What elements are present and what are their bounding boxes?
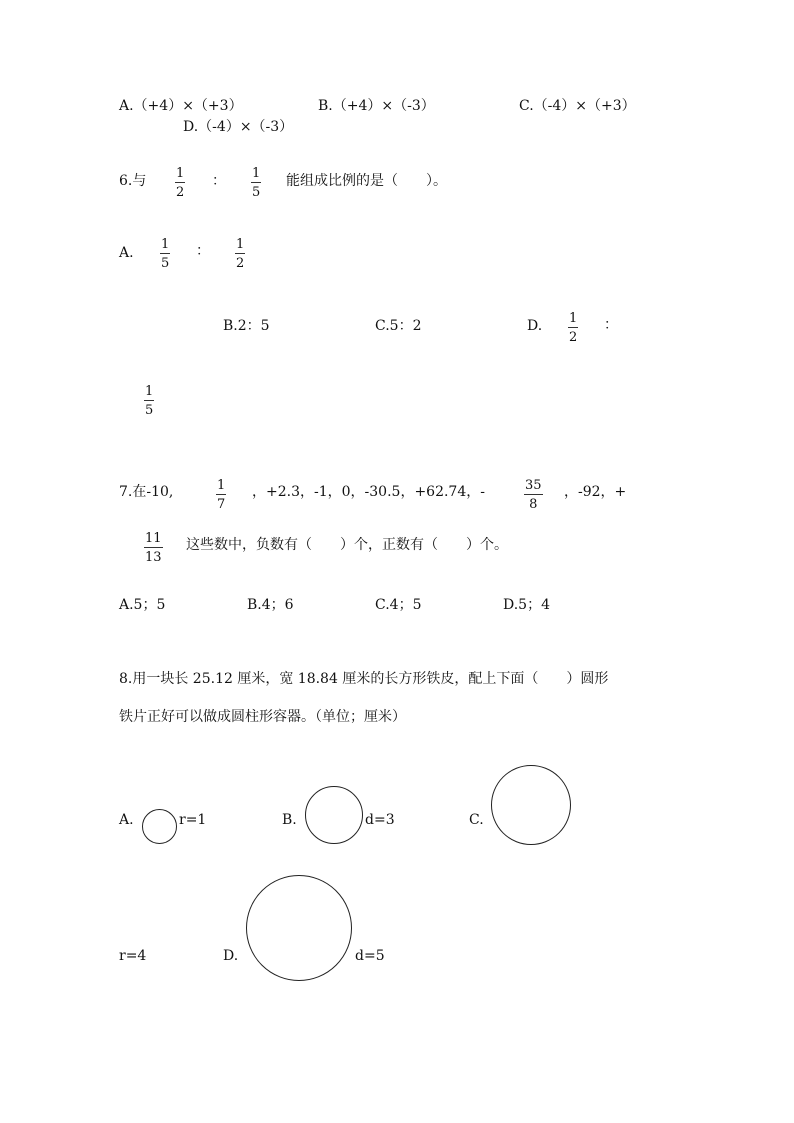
denominator: 5 xyxy=(145,403,154,418)
q6-option-c: C.5：2 xyxy=(375,318,422,334)
q8-line1: 8.用一块长 25.12 厘米，宽 18.84 厘米的长方形铁皮，配上下面（ ）圆形 xyxy=(119,671,609,687)
denominator: 13 xyxy=(145,550,162,565)
q7-fraction-3 xyxy=(144,532,163,564)
q8-option-b-label: B. xyxy=(282,812,297,828)
circle-shape-b xyxy=(305,786,363,844)
q6-option-d-label: D. xyxy=(527,318,543,334)
q8-option-a-label: A. xyxy=(119,812,134,828)
q5-option-a: A.（+4）×（+3） xyxy=(119,98,243,114)
q6-fraction-1-numerator: 1 xyxy=(176,166,185,181)
q6-fraction-1 xyxy=(175,167,185,199)
q6-option-a-fraction-1 xyxy=(160,238,170,270)
q6-option-a-colon: ： xyxy=(196,243,210,259)
numerator: 35 xyxy=(525,478,542,493)
q8-option-b-value: d=3 xyxy=(365,812,395,828)
denominator: 8 xyxy=(529,497,538,512)
q6-option-a-fraction-2 xyxy=(235,238,245,270)
q7-tail: ，-92，+ xyxy=(564,484,627,500)
q7-option-b: B.4；6 xyxy=(247,597,294,613)
q8-option-c-value: r=4 xyxy=(119,948,147,964)
q7-line2: 这些数中，负数有（ ）个，正数有（ ）个。 xyxy=(186,537,508,553)
denominator: 2 xyxy=(569,330,578,345)
numerator: 1 xyxy=(217,478,226,493)
q7-fraction-2 xyxy=(524,479,543,511)
numerator: 1 xyxy=(161,237,170,252)
q8-option-a-value: r=1 xyxy=(179,812,207,828)
q7-option-a: A.5；5 xyxy=(119,597,166,613)
q6-option-d-colon: ： xyxy=(604,317,618,333)
q5-option-d: D.（-4）×（-3） xyxy=(183,119,294,135)
circle-shape-a xyxy=(142,809,177,844)
q6-fraction-1-denominator: 2 xyxy=(176,185,185,200)
q6-option-b: B.2：5 xyxy=(223,318,270,334)
q8-line2: 铁片正好可以做成圆柱形容器。（单位；厘米） xyxy=(119,709,406,725)
q6-option-a-label: A. xyxy=(119,245,134,261)
q6-option-d-fraction-2 xyxy=(144,385,154,417)
q7-prefix: 7.在-10, xyxy=(119,484,174,500)
q6-fraction-2-denominator: 5 xyxy=(252,185,261,200)
q7-option-c: C.4；5 xyxy=(375,597,422,613)
numerator: 1 xyxy=(569,311,578,326)
q6-prefix: 6.与 xyxy=(119,173,147,189)
q6-fraction-2 xyxy=(251,167,261,199)
denominator: 5 xyxy=(161,256,170,271)
numerator: 1 xyxy=(145,384,154,399)
circle-shape-d xyxy=(246,875,352,981)
q7-option-d: D.5；4 xyxy=(503,597,550,613)
q6-fraction-2-numerator: 1 xyxy=(252,166,261,181)
q8-option-d-value: d=5 xyxy=(355,948,385,964)
q7-fraction-1 xyxy=(216,479,226,511)
q8-option-d-label: D. xyxy=(223,948,239,964)
numerator: 1 xyxy=(236,237,245,252)
denominator: 7 xyxy=(217,497,226,512)
q6-suffix: 能组成比例的是（ ）。 xyxy=(286,173,447,189)
q5-option-c: C.（-4）×（+3） xyxy=(519,98,636,114)
q6-colon: ： xyxy=(212,173,226,189)
q5-option-b: B.（+4）×（-3） xyxy=(318,98,435,114)
q8-option-c-label: C. xyxy=(469,812,484,828)
circle-shape-c xyxy=(491,765,571,845)
q6-option-d-fraction-1 xyxy=(568,312,578,344)
q7-middle: ，+2.3，-1，0，-30.5，+62.74，- xyxy=(252,484,485,500)
denominator: 2 xyxy=(236,256,245,271)
numerator: 11 xyxy=(145,531,162,546)
